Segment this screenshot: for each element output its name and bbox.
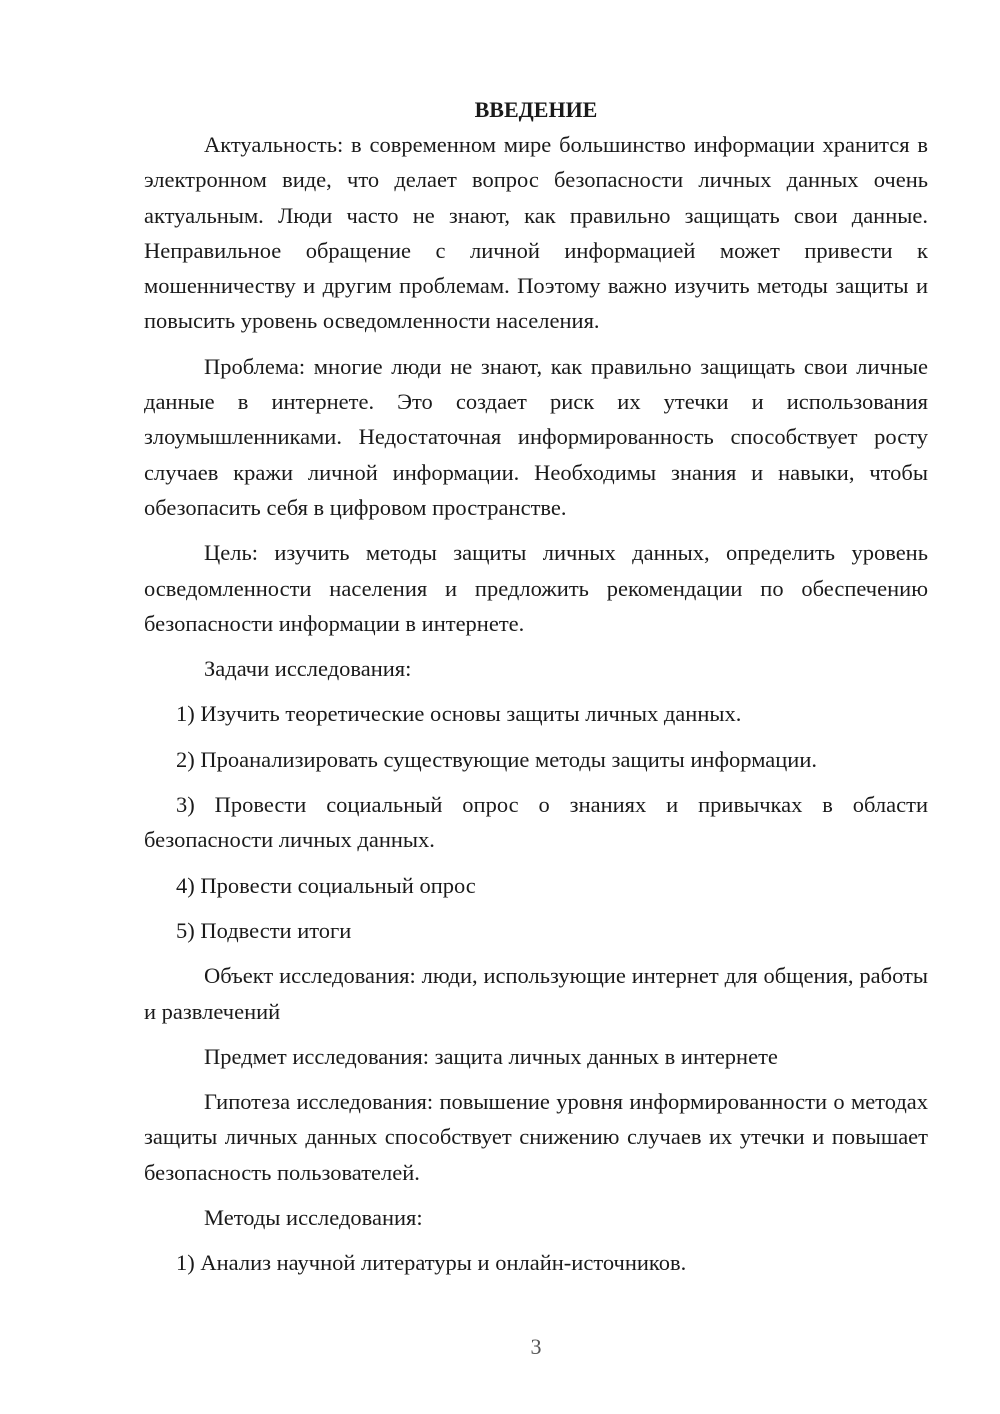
task-item: 1) Изучить теоретические основы защиты личных данных. — [176, 701, 742, 727]
tasks-heading: Задачи исследования: — [204, 656, 412, 682]
task-item: 4) Провести социальный опрос — [176, 872, 476, 898]
paragraph-relevance: Актуальность: в современном мире большинство информации хранится в электронном виде, что делает вопрос безопасности личных данных очень актуальным. Люди часто не знают, как правильно защищать свои данные. Неправильное обращение с личной информацией может привести к мошенничеству и другим проблемам. Поэтому важно изучить методы защиты и повысить уровень осведомленности населения. — [144, 132, 928, 334]
document-page — [144, 92, 928, 1291]
paragraph-hypothesis: Гипотеза исследования: повышение уровня информированности о методах защиты личных данных способствует снижению случаев их утечки и повышает безопасность пользователей. — [144, 1089, 928, 1185]
paragraph-goal: Цель: изучить методы защиты личных данных, определить уровень осведомленности населения и предложить рекомендации по обеспечению безопасности информации в интернете. — [144, 540, 928, 636]
task-item: 5) Подвести итоги — [176, 917, 352, 943]
methods-heading: Методы исследования: — [204, 1205, 423, 1231]
page-number: 3 — [530, 1334, 542, 1359]
paragraph-subject: Предмет исследования: защита личных данных в интернете — [204, 1043, 778, 1069]
task-item: 2) Проанализировать существующие методы защиты информации. — [176, 746, 818, 772]
paragraph-object: Объект исследования: люди, использующие интернет для общения, работы и развлечений — [144, 963, 928, 1024]
task-item: 3) Провести социальный опрос о знаниях и привычках в области безопасности личных данных. — [144, 792, 928, 853]
section-title: ВВЕДЕНИЕ — [474, 97, 598, 122]
method-item: 1) Анализ научной литературы и онлайн-источников. — [176, 1250, 687, 1276]
paragraph-problem: Проблема: многие люди не знают, как правильно защищать свои личные данные в интернете. Это создает риск их утечки и использования злоумышленниками. Недостаточная информированность способствует росту случаев кражи личной информации. Необходимы знания и навыки, чтобы обезопасить себя в цифровом пространстве. — [144, 353, 928, 520]
